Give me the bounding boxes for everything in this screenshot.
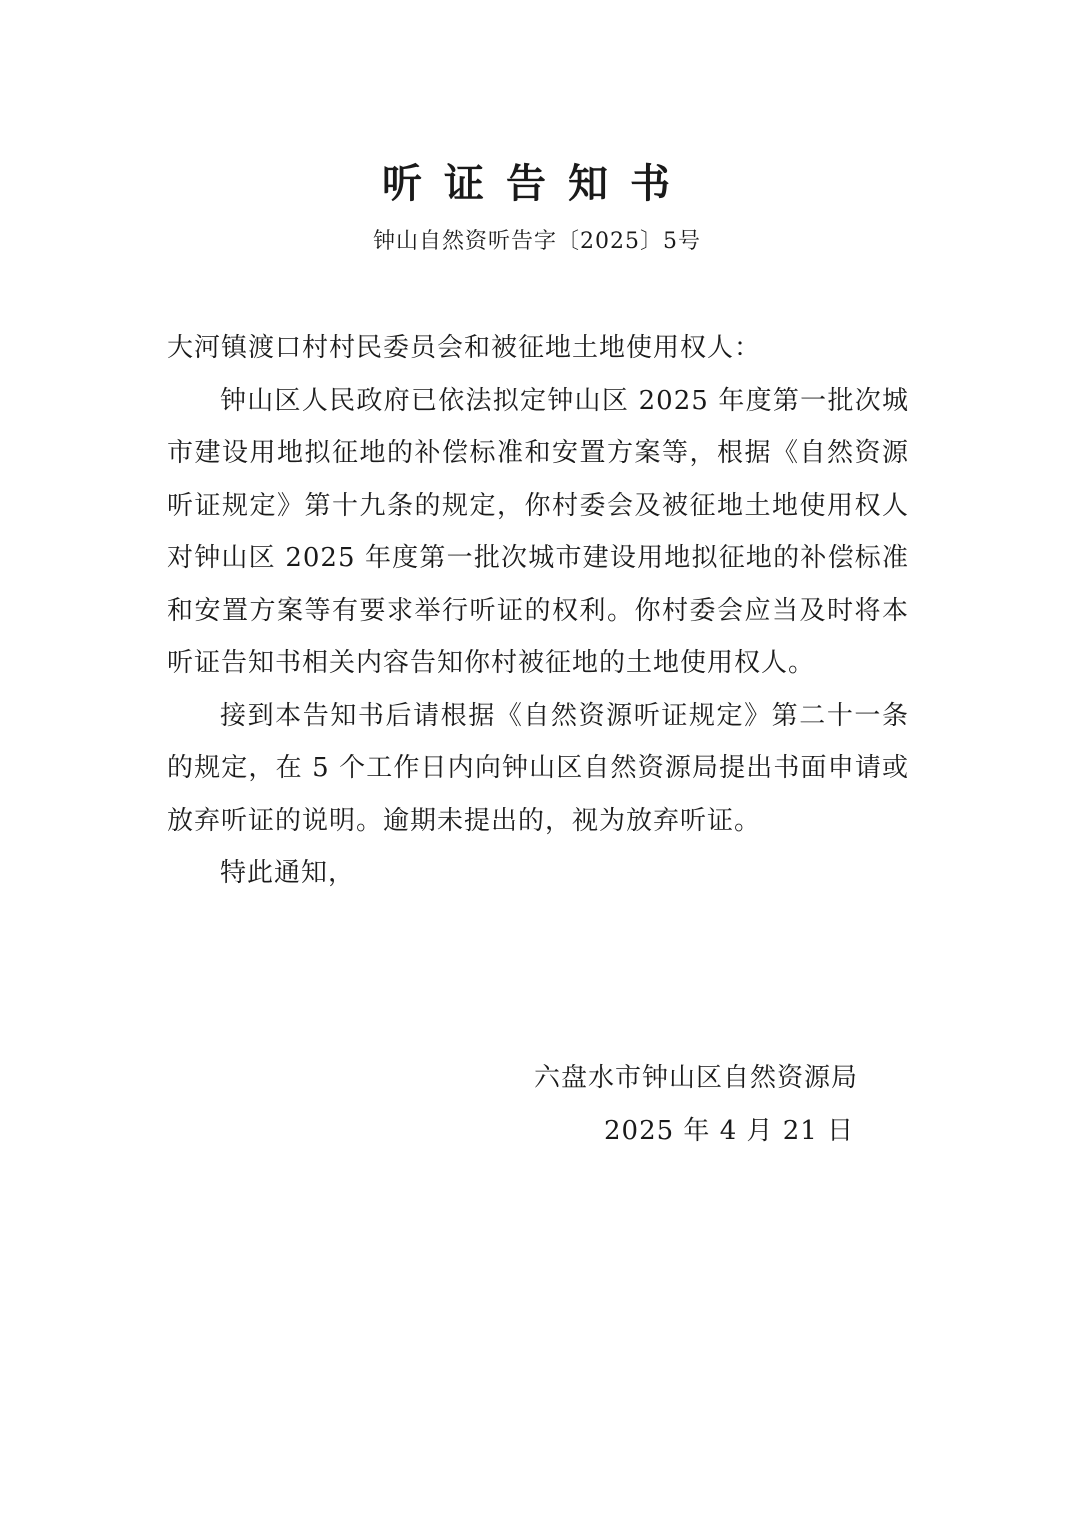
issue-date: 2025 年 4 月 21 日 xyxy=(604,1115,855,1146)
addressee: 大河镇渡口村村民委员会和被征地土地使用权人： xyxy=(167,333,762,363)
body-paragraph-1: 钟山区人民政府已依法拟定钟山区 2025 年度第一批次城市建设用地拟征地的补偿标准和安置方案等，根据《自然资源听证规定》第十九条的规定，你村委会及被征地土地使用权人对钟山区 2025 年度第一批次城市建设用地拟征地的补偿标准和安置方案等有要求举行听证的权利。你村委会应当及时将本听证告知书相关内容告知你村被征地的土地使用权人。 xyxy=(167,385,909,678)
body-paragraph-2: 接到本告知书后请根据《自然资源听证规定》第二十一条的规定，在 5 个工作日内向钟山区自然资源局提出书面申请或放弃听证的说明。逾期未提出的，视为放弃听证。 xyxy=(167,700,909,836)
document-title: 听证告知书 xyxy=(382,160,692,207)
issuer-name: 六盘水市钟山区自然资源局 xyxy=(534,1063,859,1093)
document-number: 钟山自然资听告字〔2025〕5号 xyxy=(373,229,701,254)
signature-block xyxy=(534,1052,894,1157)
document-body xyxy=(167,322,909,900)
closing-line: 特此通知， xyxy=(220,858,356,888)
